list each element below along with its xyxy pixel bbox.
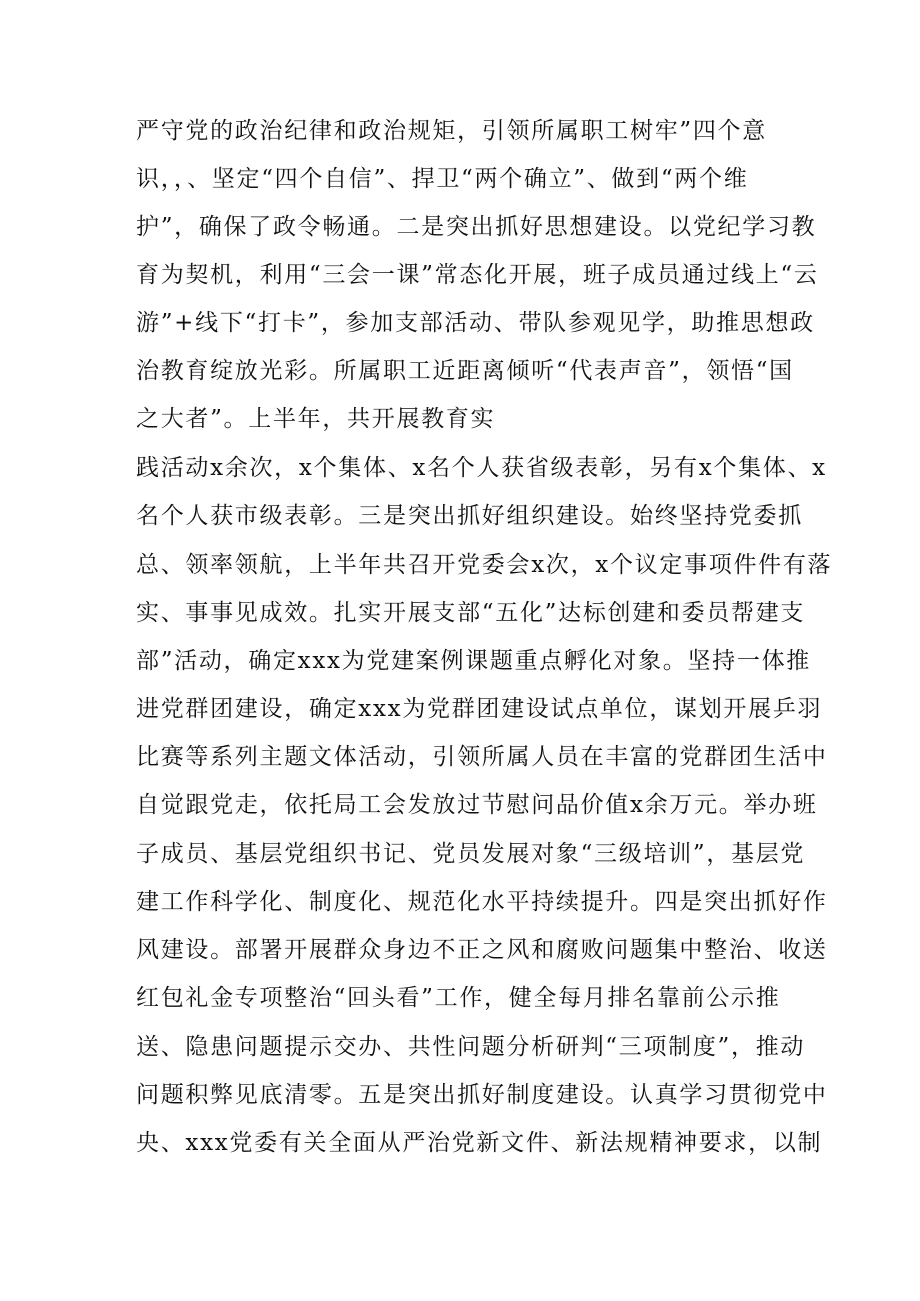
body-text-line: 红包礼金专项整治“回头看”工作，健全每月排名靠前公示推 (136, 985, 781, 1011)
body-text-line: 名个人获市级表彰。三是突出抓好组织建设。始终坚持党委抓 (136, 503, 803, 529)
body-text-line: 总、领率领航，上半年共召开党委会x次，x个议定事项件件有落 (136, 552, 833, 578)
body-text-line: 问题积弊见底清零。五是突出抓好制度建设。认真学习贯彻党中 (136, 1082, 828, 1108)
body-text-line: 自觉跟党走，依托局工会发放过节慰问品价值x余万元。举办班 (136, 792, 818, 818)
body-text-line: 央、xxx党委有关全面从严治党新文件、新法规精神要求，以制 (136, 1130, 823, 1156)
body-text-line: 治教育绽放光彩。所属职工近距离倾听“代表声音”，领悟“国 (136, 358, 794, 384)
body-text-line: 风建设。部署开展群众身边不正之风和腐败问题集中整治、收送 (136, 937, 828, 963)
body-text-line: 严守党的政治纪律和政治规矩，引领所属职工树牢”四个意 (136, 118, 767, 144)
body-text-line: 比赛等系列主题文体活动，引领所属人员在丰富的党群团生活中 (136, 744, 828, 770)
body-text-line: 识，，、坚定“四个自信”、捍卫“两个确立”、做到“两个维 (136, 166, 749, 192)
body-text-line: 践活动x余次，x个集体、x名个人获省级表彰，另有x个集体、x (136, 455, 827, 481)
body-text-line: 进党群团建设，确定xxx为党群团建设试点单位，谋划开展乒羽 (136, 696, 823, 722)
body-text-line: 建工作科学化、制度化、规范化水平持续提升。四是突出抓好作 (136, 889, 828, 915)
body-text-line: 送、隐患问题提示交办、共性问题分析研判“三项制度”，推动 (136, 1034, 806, 1060)
body-text-line: 育为契机，利用“三会一课”常态化开展，班子成员通过线上“云 (136, 262, 819, 288)
body-text-line: 之大者”。上半年，共开展教育实 (136, 406, 496, 432)
body-text-line: 部”活动，确定xxx为党建案例课题重点孵化对象。坚持一体推 (136, 648, 811, 674)
body-text-line: 实、事事见成效。扎实开展支部“五化”达标创建和委员帮建支 (136, 600, 806, 626)
body-text-line: 游”+线下“打卡”，参加支部活动、带队参观见学，助推思想政 (136, 310, 815, 336)
body-text-line: 护”，确保了政令畅通。二是突出抓好思想建设。以党纪学习教 (136, 214, 817, 240)
body-text-line: 子成员、基层党组织书记、党员发展对象“三级培训”，基层党 (136, 841, 806, 867)
